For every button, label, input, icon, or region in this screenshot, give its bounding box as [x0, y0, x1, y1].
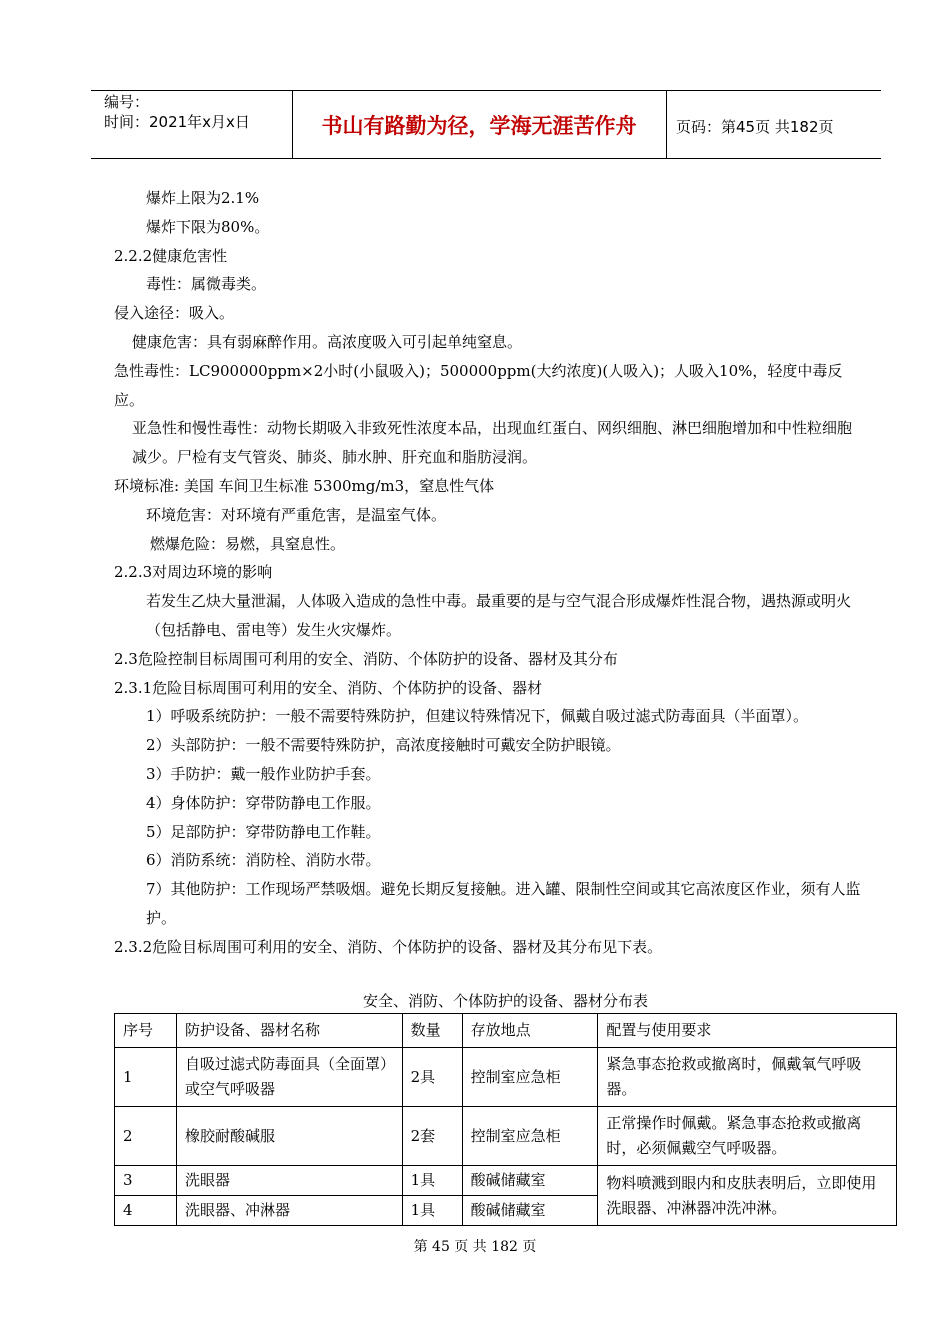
paragraph: 若发生乙炔大量泄漏，人体吸入造成的急性中毒。最重要的是与空气混合形成爆炸性混合物，遇热源或明火（包括静电、雷电等）发生火灾爆炸。: [146, 592, 852, 639]
table-cell: 酸碱储藏室: [462, 1166, 598, 1196]
list-item: 7）其他防护：工作现场严禁吸烟。避免长期反复接触。进入罐、限制性空间或其它高浓度区作业，须有人监护。: [146, 880, 861, 927]
table-row: [115, 1166, 897, 1196]
section-heading: 2.3.1危险目标周围可利用的安全、消防、个体防护的设备、器材: [114, 678, 543, 697]
list-item: 6）消防系统：消防栓、消防水带。: [146, 851, 381, 870]
paragraph: 亚急性和慢性毒性：动物长期吸入非致死性浓度本品，出现血红蛋白、网织细胞、淋巴细胞增加和中性粒细胞减少。尸检有支气管炎、肺炎、肺水肿、肝充血和脂肪浸润。: [132, 419, 853, 467]
table-cell: 洗眼器、冲淋器: [176, 1196, 402, 1226]
table-cell: 4: [115, 1196, 177, 1226]
table-cell: 2套: [402, 1107, 462, 1166]
paragraph: 爆炸上限为2.1%: [146, 189, 260, 207]
paragraph: 燃爆危险：易燃，具窒息性。: [150, 534, 346, 553]
document-number: 编号：: [104, 93, 150, 111]
paragraph: 侵入途径：吸入。: [114, 304, 235, 323]
document-date: 时间：2021年x月x日: [104, 113, 250, 131]
table-cell: 1具: [402, 1196, 462, 1226]
table-header-cell: 序号: [115, 1014, 177, 1048]
paragraph: 毒性：属微毒类。: [146, 275, 267, 294]
section-heading: 2.3.2危险目标周围可利用的安全、消防、个体防护的设备、器材及其分布见下表。: [114, 937, 663, 956]
table-cell: 酸碱储藏室: [462, 1196, 598, 1226]
table-row: [115, 1048, 897, 1107]
table-cell: 自吸过滤式防毒面具（全面罩）或空气呼吸器: [176, 1048, 402, 1107]
page-footer: 第 45 页 共 182 页: [413, 1239, 537, 1255]
table-cell: 2: [115, 1107, 177, 1166]
table-cell: 1具: [402, 1166, 462, 1196]
paragraph: 环境危害：对环境有严重危害，是温室气体。: [146, 505, 447, 524]
header-divider-right: [666, 90, 667, 158]
table-header-cell: 配置与使用要求: [598, 1014, 897, 1048]
section-heading: 2.3危险控制目标周围可利用的安全、消防、个体防护的设备、器材及其分布: [114, 649, 618, 668]
paragraph: 环境标准: 美国 车间卫生标准 5300mg/m3，窒息性气体: [114, 476, 495, 495]
table-header-cell: 防护设备、器材名称: [176, 1014, 402, 1048]
table-row: [115, 1107, 897, 1166]
header-meta: [104, 92, 250, 132]
paragraph: 急性毒性：LC900000ppm×2小时(小鼠吸入)；500000ppm(大约浓度)(人吸入)；人吸入10%，轻度中毒反应。: [114, 361, 843, 409]
section-heading: 2.2.2健康危害性: [114, 246, 228, 265]
table-header-cell: 数量: [402, 1014, 462, 1048]
table-cell: 3: [115, 1166, 177, 1196]
list-item: 1）呼吸系统防护：一般不需要特殊防护，但建议特殊情况下，佩戴自吸过滤式防毒面具（半面罩）。: [146, 707, 809, 726]
table-cell: 2具: [402, 1048, 462, 1107]
header-page-number: 页码：第45页 共182页: [676, 118, 834, 136]
list-item: 5）足部防护：穿带防静电工作鞋。: [146, 822, 381, 841]
table-cell: 物料喷溅到眼内和皮肤表明后，立即使用洗眼器、冲淋器冲洗冲淋。: [598, 1166, 897, 1226]
paragraph: 爆炸下限为80%。: [146, 217, 270, 236]
table-cell: 紧急事态抢救或撤离时，佩戴氧气呼吸器。: [598, 1048, 897, 1107]
table-cell: 洗眼器: [176, 1166, 402, 1196]
paragraph: 健康危害：具有弱麻醉作用。高浓度吸入可引起单纯窒息。: [132, 332, 523, 351]
list-item: 4）身体防护：穿带防静电工作服。: [146, 793, 381, 812]
table-cell: 控制室应急柜: [462, 1048, 598, 1107]
list-item: 2）头部防护：一般不需要特殊防护，高浓度接触时可戴安全防护眼镜。: [146, 736, 621, 755]
table-cell: 控制室应急柜: [462, 1107, 598, 1166]
table-cell: 1: [115, 1048, 177, 1107]
header-bottom-rule: [91, 158, 881, 159]
table-header-cell: 存放地点: [462, 1014, 598, 1048]
table-cell: 橡胶耐酸碱服: [176, 1107, 402, 1166]
header-motto: 书山有路勤为径，学海无涯苦作舟: [321, 114, 637, 138]
section-heading: 2.2.3对周边环境的影响: [114, 563, 273, 582]
list-item: 3）手防护：戴一般作业防护手套。: [146, 764, 381, 783]
document-body: [114, 184, 864, 962]
header-top-rule: [91, 90, 881, 91]
table-header-row: [115, 1014, 897, 1048]
table-caption: 安全、消防、个体防护的设备、器材分布表: [362, 992, 648, 1010]
equipment-table: [114, 1013, 897, 1226]
table-cell: 正常操作时佩戴。紧急事态抢救或撤离时，必须佩戴空气呼吸器。: [598, 1107, 897, 1166]
